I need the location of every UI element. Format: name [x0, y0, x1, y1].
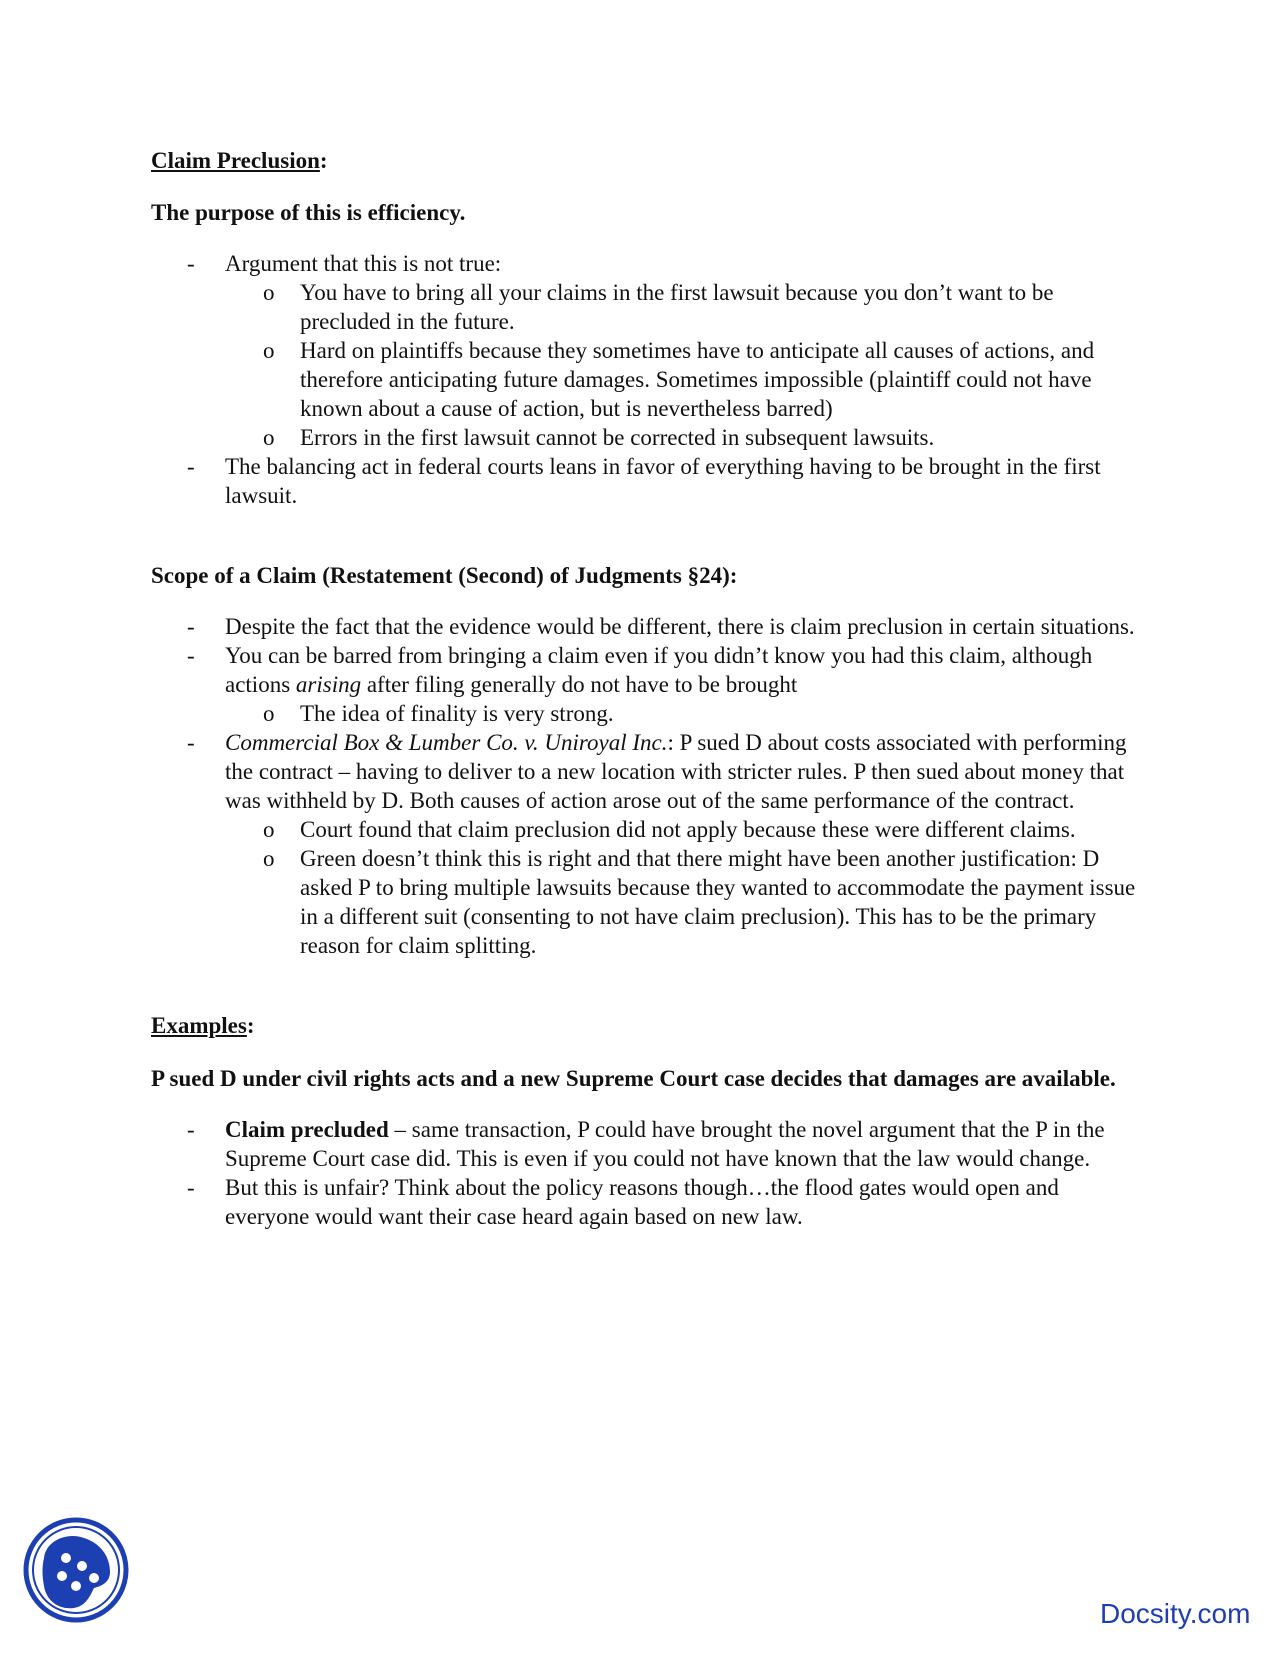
- docsity-logo-icon: [22, 1516, 130, 1624]
- docsity-brand-link[interactable]: Docsity.com: [1100, 1598, 1251, 1629]
- dash-bullet: -: [187, 730, 195, 755]
- section3-list: [151, 1115, 1141, 1231]
- dash-bullet: -: [187, 643, 195, 668]
- purpose-statement: The purpose of this is efficiency.: [151, 200, 466, 225]
- case-name: Commercial Box & Lumber Co. v. Uniroyal Inc.: [225, 730, 668, 755]
- sublist: [225, 815, 1141, 960]
- section1-list: [151, 249, 1141, 510]
- sublist: [225, 699, 1141, 728]
- sublist-item: o Errors in the first lawsuit cannot be corrected in subsequent lawsuits.: [263, 425, 935, 450]
- heading-claim-preclusion: Claim Preclusion:: [151, 148, 328, 173]
- sublist-item: o You have to bring all your claims in the first lawsuit because you don’t want to be precluded in the future.: [263, 280, 1054, 334]
- claim-precluded-label: Claim precluded: [225, 1117, 389, 1142]
- sublist-item: o The idea of finality is very strong.: [263, 701, 614, 726]
- list-item: - Claim precluded – same transaction, P could have brought the novel argument that the P in the Supreme Court case did. This is even if you could not have known that the law would change.: [187, 1117, 1105, 1171]
- section2-list: [151, 612, 1141, 960]
- list-item: - The balancing act in federal courts leans in favor of everything having to be brought in the first lawsuit.: [187, 454, 1101, 508]
- circle-bullet: o: [263, 425, 275, 450]
- list-item: - Despite the fact that the evidence would be different, there is claim preclusion in certain situations.: [187, 614, 1135, 639]
- circle-bullet: o: [263, 701, 275, 726]
- heading-scope-of-claim: Scope of a Claim (Restatement (Second) of Judgments §24):: [151, 563, 738, 588]
- dash-bullet: -: [187, 251, 195, 276]
- circle-bullet: o: [263, 817, 275, 842]
- circle-bullet: o: [263, 846, 275, 871]
- sublist-item: o Hard on plaintiffs because they sometimes have to anticipate all causes of actions, and therefore anticipating future damages. Sometimes impossible (plaintiff could not have known about a cause of action, but is nevertheless barred): [263, 338, 1095, 421]
- sublist-item: o Court found that claim preclusion did not apply because these were different claims.: [263, 817, 1076, 842]
- sublist: [225, 278, 1141, 452]
- list-item: - But this is unfair? Think about the policy reasons though…the flood gates would open and everyone would want their case heard again based on new law.: [187, 1175, 1059, 1229]
- example-statement: P sued D under civil rights acts and a new Supreme Court case decides that damages are available.: [151, 1066, 1116, 1091]
- dash-bullet: -: [187, 1175, 195, 1200]
- heading-examples: Examples:: [151, 1013, 255, 1038]
- heading-examples-text: Examples: [151, 1013, 247, 1038]
- dash-bullet: -: [187, 614, 195, 639]
- document-page: [151, 146, 1141, 1231]
- dash-bullet: -: [187, 1117, 195, 1142]
- sublist-item: o Green doesn’t think this is right and that there might have been another justification: D asked P to bring multiple lawsuits because they wanted to accommodate the payment issue in a different suit (consenting to not have claim preclusion). This has to be the primary reason for claim splitting.: [263, 846, 1136, 958]
- list-item: - Argument that this is not true: o You have to bring all your claims in the first lawsuit because you don’t want to be precluded in the future. o Hard on plaintiffs because they sometimes have to anticipate all causes of actions, and therefore anticipating future damages. Sometimes impossible (plaintiff could not have known about a cause of action, but is nevertheless barred) o Errors in the first lawsuit cannot be corrected in subsequent lawsuits.: [151, 249, 1141, 452]
- dash-bullet: -: [187, 454, 195, 479]
- list-item: - Commercial Box & Lumber Co. v. Uniroyal Inc.: P sued D about costs associated with performing the contract – having to deliver to a new location with stricter rules. P then sued about money that was withheld by D. Both causes of action arose out of the same performance of the contract. o Court found that claim preclusion did not apply because these were different claims. o Green doesn’t think this is right and that there might have been another justification: D asked P to bring multiple lawsuits because they wanted to accommodate the payment issue in a different suit (consenting to not have claim preclusion). This has to be the primary reason for claim splitting.: [151, 728, 1141, 960]
- circle-bullet: o: [263, 338, 275, 363]
- list-item: - You can be barred from bringing a claim even if you didn’t know you had this claim, although actions arising after filing generally do not have to be brought o The idea of finality is very strong.: [151, 641, 1141, 728]
- heading-claim-preclusion-text: Claim Preclusion: [151, 148, 320, 173]
- circle-bullet: o: [263, 280, 275, 305]
